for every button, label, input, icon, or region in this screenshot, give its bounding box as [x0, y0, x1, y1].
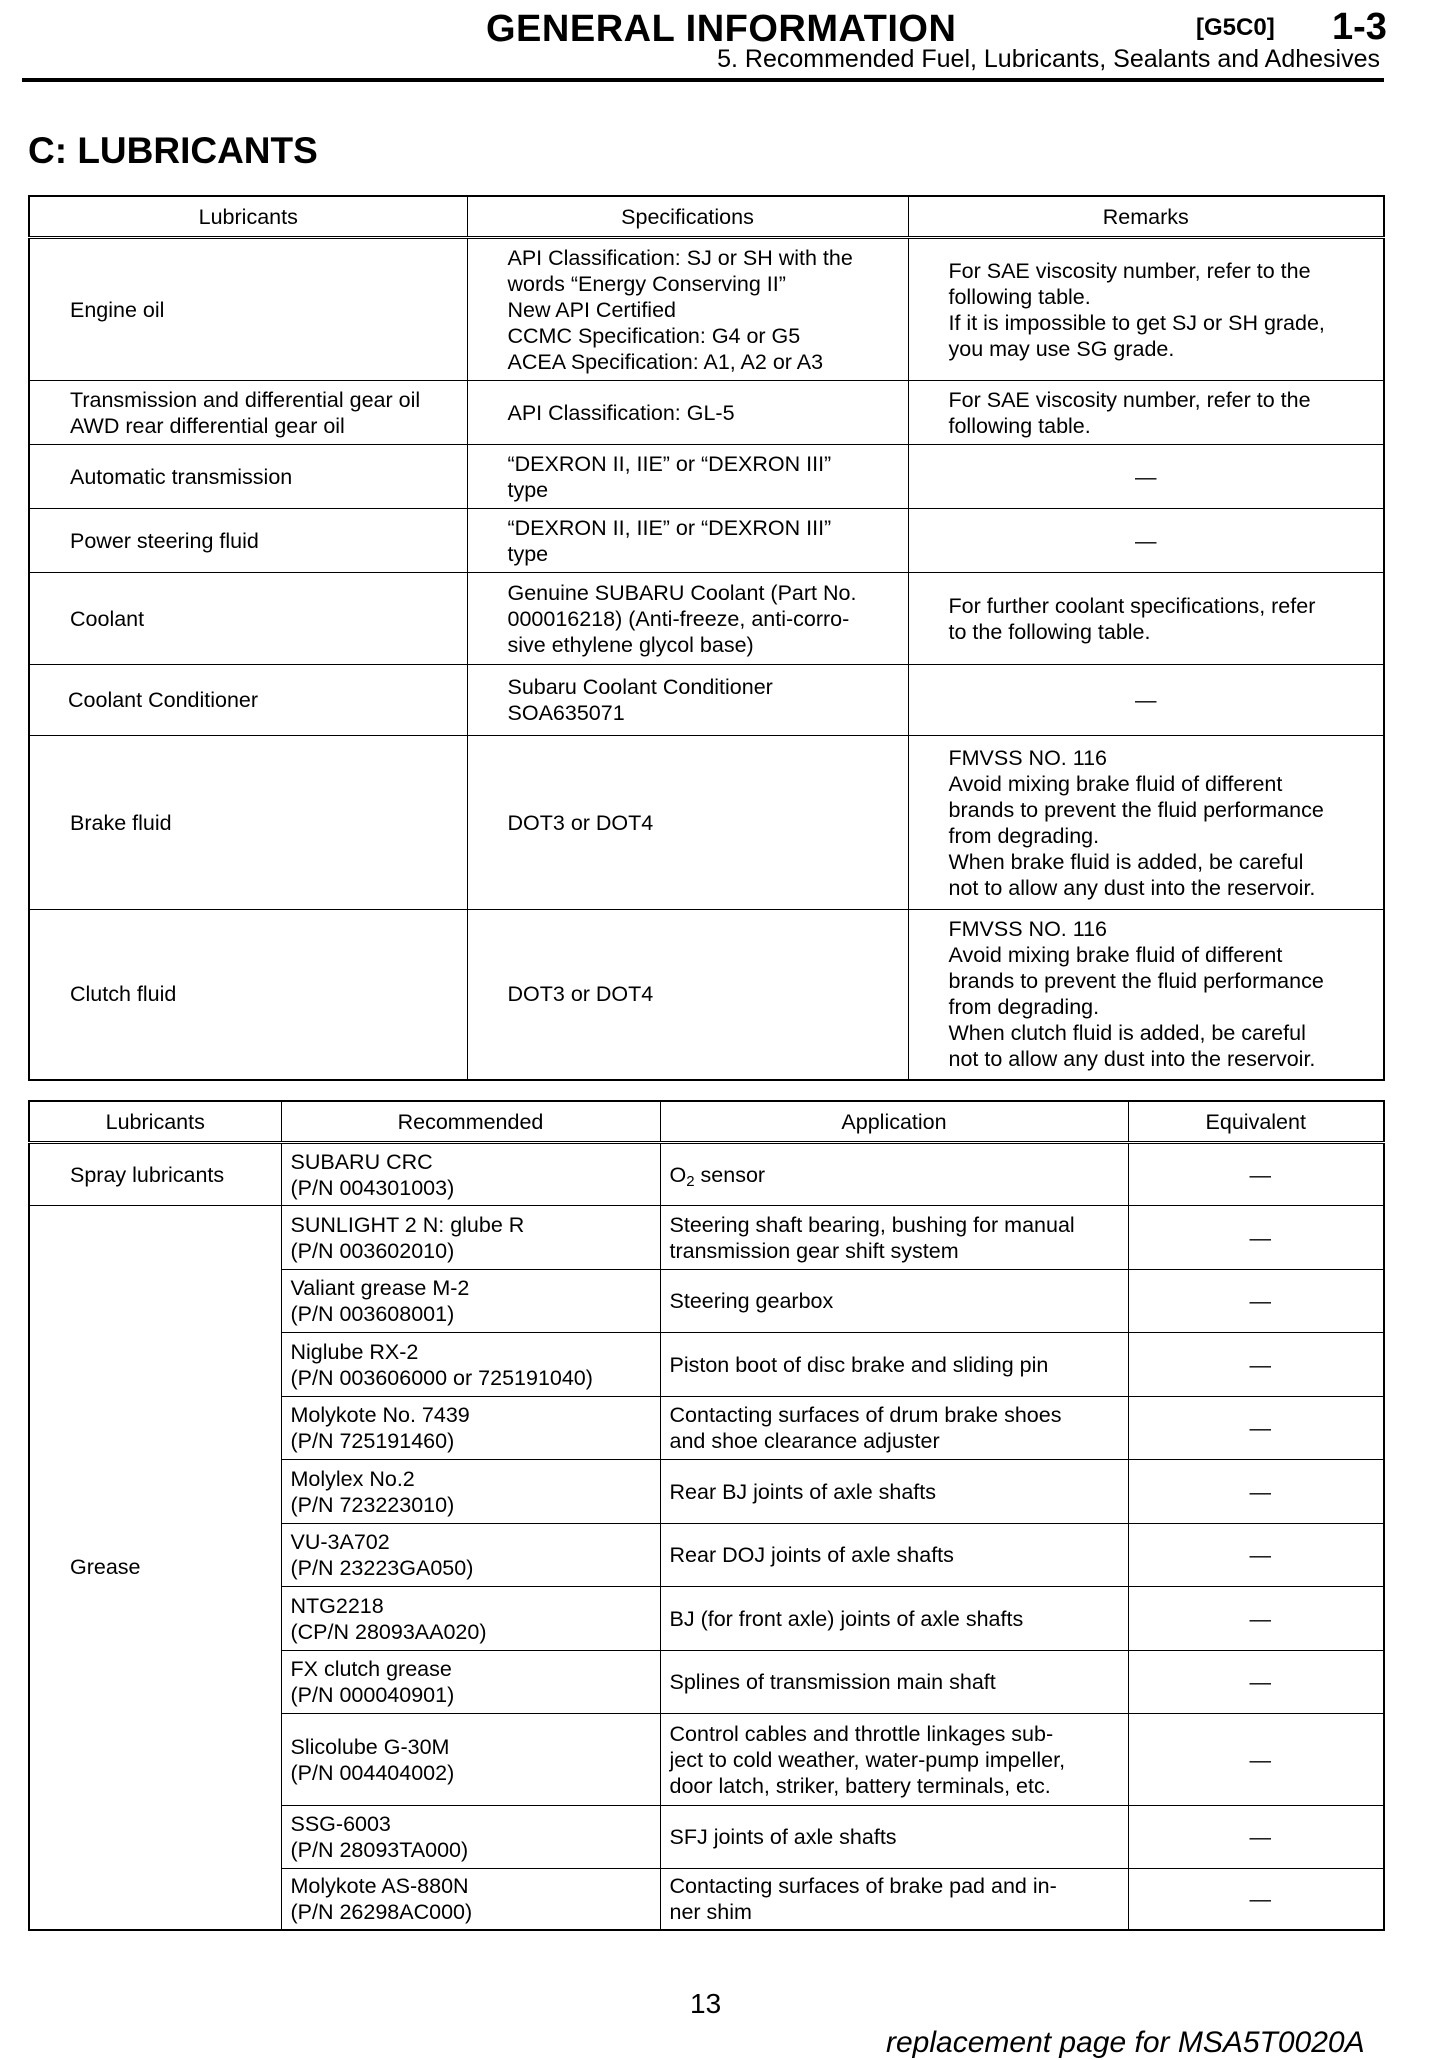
- application-cell: Splines of transmission main shaft: [660, 1651, 1128, 1714]
- lubricant-cell: Engine oil: [29, 238, 467, 381]
- spec-cell: DOT3 or DOT4: [467, 736, 908, 910]
- header-title: GENERAL INFORMATION: [486, 8, 957, 50]
- recommended-cell: SUBARU CRC (P/N 004301003): [281, 1143, 660, 1206]
- section-title: C: LUBRICANTS: [28, 130, 318, 171]
- equivalent-cell: —: [1128, 1587, 1384, 1651]
- replacement-note: replacement page for MSA5T0020A: [886, 2026, 1365, 2059]
- table-row: [29, 381, 1384, 445]
- subscript-text: 2: [686, 1172, 695, 1190]
- equivalent-cell: —: [1128, 1270, 1384, 1333]
- lubricant-cell: Clutch fluid: [29, 910, 467, 1080]
- remarks-cell: —: [908, 509, 1384, 573]
- application-text: sensor: [694, 1162, 766, 1187]
- remarks-cell: FMVSS NO. 116 Avoid mixing brake fluid of different brands to prevent the fluid performance from degrading. When clutch fluid is added, be careful not to allow any dust into the reservoir.: [908, 910, 1384, 1080]
- application-cell: [660, 1143, 1128, 1206]
- spec-cell: “DEXRON II, IIE” or “DEXRON III” type: [467, 445, 908, 509]
- equivalent-cell: —: [1128, 1397, 1384, 1460]
- application-cell: SFJ joints of axle shafts: [660, 1806, 1128, 1869]
- column-header: Application: [660, 1101, 1128, 1143]
- lubricant-cell: Automatic transmission: [29, 445, 467, 509]
- table-row: [29, 238, 1384, 381]
- spec-cell: Subaru Coolant Conditioner SOA635071: [467, 665, 908, 736]
- table-row: [29, 1206, 1384, 1270]
- column-header: Remarks: [908, 196, 1384, 238]
- column-header: Lubricants: [29, 1101, 281, 1143]
- remarks-cell: For further coolant specifications, refer to the following table.: [908, 573, 1384, 665]
- table-row: [29, 509, 1384, 573]
- spec-cell: “DEXRON II, IIE” or “DEXRON III” type: [467, 509, 908, 573]
- table-row: [29, 736, 1384, 910]
- recommended-cell: Valiant grease M-2 (P/N 003608001): [281, 1270, 660, 1333]
- column-header: Recommended: [281, 1101, 660, 1143]
- application-cell: Rear DOJ joints of axle shafts: [660, 1524, 1128, 1587]
- application-cell: Contacting surfaces of drum brake shoes and shoe clearance adjuster: [660, 1397, 1128, 1460]
- remarks-cell: For SAE viscosity number, refer to the following table. If it is impossible to get SJ or SH grade, you may use SG grade.: [908, 238, 1384, 381]
- recommended-cell: Slicolube G-30M (P/N 004404002): [281, 1714, 660, 1806]
- lubricant-cell: Spray lubricants: [29, 1143, 281, 1206]
- lubricant-cell: Coolant: [29, 573, 467, 665]
- recommended-cell: NTG2218 (CP/N 28093AA020): [281, 1587, 660, 1651]
- equivalent-cell: —: [1128, 1869, 1384, 1930]
- page-reference: 1-3: [1332, 6, 1387, 48]
- application-cell: Steering gearbox: [660, 1270, 1128, 1333]
- equivalent-cell: —: [1128, 1806, 1384, 1869]
- equivalent-cell: —: [1128, 1460, 1384, 1524]
- equivalent-cell: —: [1128, 1524, 1384, 1587]
- lubricants-spec-table: [28, 195, 1385, 1081]
- equivalent-cell: —: [1128, 1651, 1384, 1714]
- table-row: [29, 1143, 1384, 1206]
- page-number: 13: [690, 1988, 722, 2019]
- equivalent-cell: —: [1128, 1714, 1384, 1806]
- grease-group-cell: Grease: [29, 1206, 281, 1930]
- header-subtitle: 5. Recommended Fuel, Lubricants, Sealants and Adhesives: [717, 45, 1380, 73]
- section-code: [G5C0]: [1196, 14, 1275, 41]
- table-header-row: [29, 1101, 1384, 1143]
- remarks-cell: —: [908, 665, 1384, 736]
- spec-cell: API Classification: SJ or SH with the words “Energy Conserving II” New API Certified CCMC Specification: G4 or G5 ACEA Specification: A1, A2 or A3: [467, 238, 908, 381]
- column-header: Equivalent: [1128, 1101, 1384, 1143]
- remarks-cell: For SAE viscosity number, refer to the following table.: [908, 381, 1384, 445]
- equivalent-cell: —: [1128, 1333, 1384, 1397]
- table-header-row: [29, 196, 1384, 238]
- recommended-cell: Molylex No.2 (P/N 723223010): [281, 1460, 660, 1524]
- application-cell: BJ (for front axle) joints of axle shafts: [660, 1587, 1128, 1651]
- application-cell: Rear BJ joints of axle shafts: [660, 1460, 1128, 1524]
- application-cell: Steering shaft bearing, bushing for manual transmission gear shift system: [660, 1206, 1128, 1270]
- application-cell: Contacting surfaces of brake pad and in- ner shim: [660, 1869, 1128, 1930]
- equivalent-cell: —: [1128, 1143, 1384, 1206]
- recommended-cell: SSG-6003 (P/N 28093TA000): [281, 1806, 660, 1869]
- recommended-cell: Niglube RX-2 (P/N 003606000 or 725191040): [281, 1333, 660, 1397]
- lubricant-cell: Brake fluid: [29, 736, 467, 910]
- application-cell: Control cables and throttle linkages sub- ject to cold weather, water-pump impeller, door latch, striker, battery terminals, etc.: [660, 1714, 1128, 1806]
- spec-cell: DOT3 or DOT4: [467, 910, 908, 1080]
- table-row: [29, 445, 1384, 509]
- table-row: [29, 665, 1384, 736]
- recommended-cell: Molykote No. 7439 (P/N 725191460): [281, 1397, 660, 1460]
- recommended-lubricants-table: [28, 1100, 1385, 1931]
- recommended-cell: SUNLIGHT 2 N: glube R (P/N 003602010): [281, 1206, 660, 1270]
- lubricant-cell: Power steering fluid: [29, 509, 467, 573]
- lubricant-cell: Transmission and differential gear oil AWD rear differential gear oil: [29, 381, 467, 445]
- spec-cell: API Classification: GL-5: [467, 381, 908, 445]
- remarks-cell: —: [908, 445, 1384, 509]
- table-row: [29, 573, 1384, 665]
- remarks-cell: FMVSS NO. 116 Avoid mixing brake fluid of different brands to prevent the fluid performance from degrading. When brake fluid is added, be careful not to allow any dust into the reservoir.: [908, 736, 1384, 910]
- recommended-cell: FX clutch grease (P/N 000040901): [281, 1651, 660, 1714]
- column-header: Lubricants: [29, 196, 467, 238]
- table-row: [29, 910, 1384, 1080]
- application-text: O: [669, 1162, 687, 1187]
- application-cell: Piston boot of disc brake and sliding pin: [660, 1333, 1128, 1397]
- lubricant-cell: Coolant Conditioner: [29, 665, 467, 736]
- recommended-cell: Molykote AS-880N (P/N 26298AC000): [281, 1869, 660, 1930]
- recommended-cell: VU-3A702 (P/N 23223GA050): [281, 1524, 660, 1587]
- column-header: Specifications: [467, 196, 908, 238]
- spec-cell: Genuine SUBARU Coolant (Part No. 000016218) (Anti-freeze, anti-corro- sive ethylene glycol base): [467, 573, 908, 665]
- equivalent-cell: —: [1128, 1206, 1384, 1270]
- header-rule: [22, 78, 1384, 82]
